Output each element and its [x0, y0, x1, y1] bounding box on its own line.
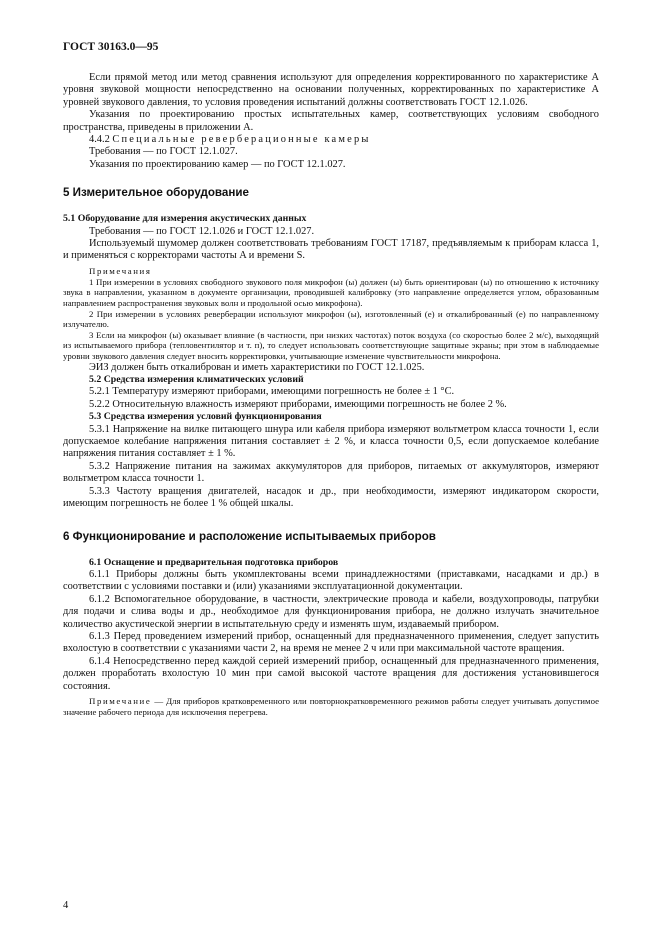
notes-heading: Примечания — [89, 265, 152, 276]
note: 1 При измерении в условиях свободного звукового поля микрофон (ы) должен (ы) быть ориентирован (ы) по отношению к источнику звука в направлении, указанном в документе организации, проводившей калибровку (это направление определяется углом, образованным направлением распространения звуковых волн и продольной осью микрофона). — [63, 276, 599, 309]
note: 2 При измерении в условиях реверберации используют микрофон (ы), изготовленный (е) и откалиброванный (е) по направленному излучателю. — [63, 308, 599, 330]
paragraph: 5.3.3 Частоту вращения двигателей, насадок и др., при необходимости, измеряют индикатором скорости, имеющим погрешность не более 1 % общей шкалы. — [63, 485, 599, 510]
paragraph: 5.3.1 Напряжение на вилке питающего шнура или кабеля прибора измеряют вольтметром класса точности 1, если допускаемое колебание напряжения питания составляет ± 2 %, и класса точности 0,5, если допускаемое колебание напряжения питания составляет ± 1 %. — [63, 423, 599, 460]
paragraph: Требования — по ГОСТ 12.1.026 и ГОСТ 12.1.027. — [89, 225, 315, 237]
section-heading: 5 Измерительное оборудование — [63, 186, 249, 200]
note: 3 Если на микрофон (ы) оказывает влияние (в частности, при низких частотах) поток воздуха (со скоростью более 2 м/с), выходящий из испытываемого прибора (тепловентилятор и т. п), то следует использовать соответствующие защитные экраны; при этом в наблюдаемые уровни звукового давления следует вносить корректировки, учитывающие изменение чувствительности микрофона. — [63, 329, 599, 362]
subsection-title: Специальные реверберационные камеры — [112, 134, 371, 146]
paragraph: Используемый шумомер должен соответствовать требованиям ГОСТ 17187, предъявляемым к приборам класса 1, и применяться с корректорами частоты A и времени S. — [63, 238, 599, 262]
subsection-heading: 5.1 Оборудование для измерения акустических данных — [63, 213, 307, 225]
paragraph: 5.3.2 Напряжение питания на зажимах аккумуляторов для приборов, питаемых от аккумуляторов, измеряют вольтметром класса точности 1. — [63, 460, 599, 485]
document-header: ГОСТ 30163.0—95 — [63, 41, 159, 53]
final-note-label: Примечание — [89, 695, 152, 706]
paragraph: Указания по проектированию простых испытательных камер, соответствующих условиям свободного пространства, приведены в приложении А. — [63, 109, 599, 133]
paragraph: Требования — по ГОСТ 12.1.027. — [89, 146, 238, 158]
paragraph: Если прямой метод или метод сравнения используют для определения корректированного по характеристике А уровня звуковой мощности непосредственно на основании полученных, корректированных по характеристике А уровней звукового давления, то условия проведения испытаний должны соответствовать ГОСТ 12.1.026. — [63, 72, 599, 108]
paragraph: Указания по проектированию камер — по ГОСТ 12.1.027. — [89, 158, 346, 170]
subsection-heading: 5.3 Средства измерения условий функционирования — [89, 411, 322, 423]
section-heading: 6 Функционирование и расположение испытываемых приборов — [63, 529, 436, 543]
final-note — [63, 696, 599, 717]
paragraph: 6.1.2 Вспомогательное оборудование, в частности, электрические провода и кабели, воздухопроводы, патрубки для подачи и слива воды и др., необходимое для функционирования прибора, не должно излучать значительное количество акустической энергии в испытательную среду и изменять шум, издаваемый прибором. — [63, 593, 599, 630]
final-note-text: — Для приборов кратковременного или повторнократковременного режимов работы следует учитывать допустимое значение рабочего периода для исключения перегрева. — [63, 695, 599, 717]
document-page — [63, 40, 599, 717]
paragraph: 6.1.1 Приборы должны быть укомплектованы всеми принадлежностями (приставками, насадками и др.) в соответствии с условиями поставки и (или) указаниями эксплуатационной документации. — [63, 568, 599, 593]
paragraph: ЭИЗ должен быть откалиброван и иметь характеристики по ГОСТ 12.1.025. — [89, 361, 425, 373]
subsection-heading — [63, 134, 599, 146]
subsection-number: 4.4.2 — [89, 134, 110, 146]
page-number: 4 — [63, 900, 69, 911]
paragraph: 6.1.3 Перед проведением измерений прибор, оснащенный для предназначенного применения, следует запустить вхолостую в соответствии с указаниями части 2, на время не менее 2 ч или при максимальной частоте вращения. — [63, 630, 599, 655]
subsection-heading: 6.1 Оснащение и предварительная подготовка приборов — [89, 556, 339, 568]
paragraph: 6.1.4 Непосредственно перед каждой серией измерений прибор, оснащенный для предназначенного применения, должен проработать вхолостую 10 мин при самой высокой частоте вращения для достижения установившегося состояния. — [63, 655, 599, 692]
subsection-heading: 5.2 Средства измерения климатических условий — [89, 374, 304, 386]
paragraph: 5.2.1 Температуру измеряют приборами, имеющими погрешность не более ± 1 °С. — [89, 386, 455, 398]
paragraph: 5.2.2 Относительную влажность измеряют приборами, имеющими погрешность не более 2 %. — [89, 398, 507, 410]
